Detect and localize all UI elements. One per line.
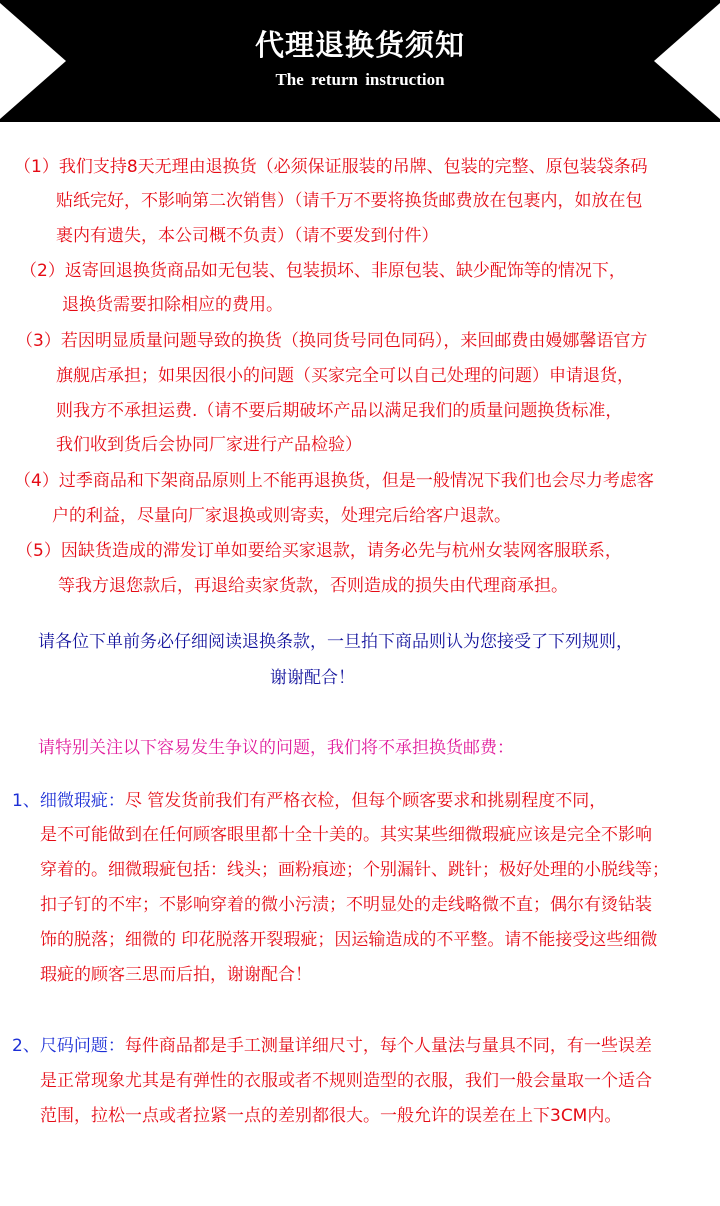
notice-line-2: 谢谢配合！ — [270, 668, 355, 688]
issue-2-heading: 2、尺码问题： — [12, 1036, 125, 1056]
rule-5-line-1: （5）因缺货造成的滞发订单如要给买家退款，请务必先与杭州女装网客服联系， — [16, 541, 622, 561]
issue-2-text-1: 每件商品都是手工测量详细尺寸，每个人量法与量具不同，有一些误差 — [124, 1036, 652, 1056]
issue-1-text-1: 尽 管发货前我们有严格衣检，但每个顾客要求和挑剔程度不同， — [124, 791, 607, 811]
rule-1-line-3: 裹内有遗失，本公司概不负责）（请不要发到付件） — [56, 226, 439, 246]
issue-1-line-3: 穿着的。细微瑕疵包括：线头；画粉痕迹；个别漏针、跳针；极好处理的小脱线等； — [40, 860, 669, 880]
page-title: 代理退换货须知 — [254, 28, 465, 62]
page-subtitle: The return instruction — [275, 70, 445, 89]
title-banner — [0, 0, 720, 122]
rule-2-line-2: 退换货需要扣除相应的费用。 — [62, 295, 283, 315]
issue-1-line-1 — [12, 789, 606, 813]
rule-4-line-2: 户的利益，尽量向厂家退换或则寄卖，处理完后给客户退款。 — [52, 506, 511, 526]
issue-2-line-1 — [12, 1034, 652, 1058]
issue-2-line-3: 范围，拉松一点或者拉紧一点的差别都很大。一般允许的误差在上下3CM内。 — [40, 1106, 622, 1126]
issue-1-line-2: 是不可能做到在任何顾客眼里都十全十美的。其实某些细微瑕疵应该是完全不影响 — [40, 825, 652, 845]
rule-4-line-1: （4）过季商品和下架商品原则上不能再退换货，但是一般情况下我们也会尽力考虑客 — [14, 471, 654, 491]
rule-3-line-2: 旗舰店承担；如果因很小的问题（买家完全可以自己处理的问题）申请退货， — [56, 366, 634, 386]
issue-1-line-4: 扣子钉的不牢；不影响穿着的微小污渍；不明显处的走线略微不直；偶尔有烫钻装 — [40, 895, 652, 915]
rule-3-line-1: （3）若因明显质量问题导致的换货（换同货号同色同码），来回邮费由嫚娜馨语官方 — [16, 331, 648, 351]
rule-1-line-1: （1）我们支持8天无理由退换货（必须保证服装的吊牌、包装的完整、原包装袋条码 — [14, 157, 648, 177]
notice-line-1: 请各位下单前务必仔细阅读退换条款，一旦拍下商品则认为您接受了下列规则， — [38, 632, 633, 652]
issue-2-line-2: 是正常现象尤其是有弹性的衣服或者不规则造型的衣服，我们一般会量取一个适合 — [40, 1071, 652, 1091]
issue-1-line-5: 饰的脱落；细微的 印花脱落开裂瑕疵；因运输造成的不平整。请不能接受这些细微 — [40, 930, 658, 950]
rule-5-line-2: 等我方退您款后，再退给卖家货款，否则造成的损失由代理商承担。 — [58, 576, 568, 596]
rule-3-line-3: 则我方不承担运费.（请不要后期破坏产品以满足我们的质量问题换货标准， — [56, 401, 623, 421]
attention-heading: 请特别关注以下容易发生争议的问题，我们将不承担换货邮费： — [38, 738, 514, 758]
issue-1-line-6: 瑕疵的顾客三思而后拍，谢谢配合！ — [40, 965, 312, 985]
rule-2-line-1: （2）返寄回退换货商品如无包装、包装损坏、非原包装、缺少配饰等的情况下， — [20, 261, 626, 281]
rule-3-line-4: 我们收到货后会协同厂家进行产品检验） — [56, 435, 362, 455]
rule-1-line-2: 贴纸完好，不影响第二次销售）（请千万不要将换货邮费放在包裹内，如放在包 — [56, 191, 643, 211]
issue-1-heading: 1、细微瑕疵： — [12, 791, 125, 811]
